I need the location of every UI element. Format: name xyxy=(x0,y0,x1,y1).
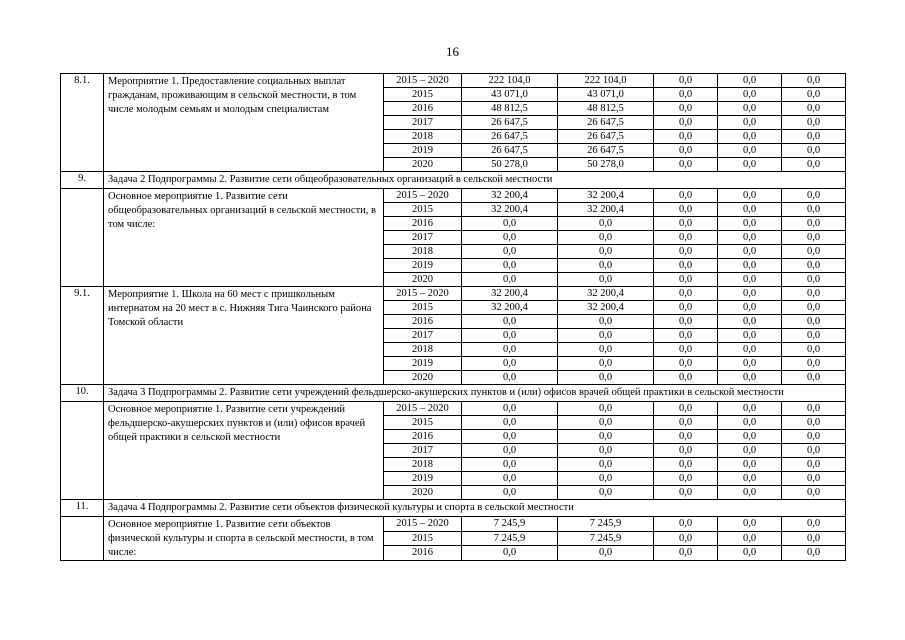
federal-cell: 0,0 xyxy=(558,343,654,357)
regional-cell: 0,0 xyxy=(654,189,718,203)
regional-cell: 0,0 xyxy=(654,430,718,444)
other-cell: 0,0 xyxy=(782,144,846,158)
local-cell: 0,0 xyxy=(718,402,782,416)
regional-cell: 0,0 xyxy=(654,158,718,172)
regional-cell: 0,0 xyxy=(654,444,718,458)
federal-cell: 0,0 xyxy=(558,357,654,371)
federal-cell: 32 200,4 xyxy=(558,189,654,203)
regional-cell: 0,0 xyxy=(654,371,718,385)
task-row xyxy=(61,172,846,189)
other-cell: 0,0 xyxy=(782,430,846,444)
other-cell: 0,0 xyxy=(782,287,846,301)
total-cell: 0,0 xyxy=(462,444,558,458)
other-cell: 0,0 xyxy=(782,343,846,357)
total-cell: 0,0 xyxy=(462,357,558,371)
period-cell: 2015 xyxy=(384,301,462,315)
local-cell: 0,0 xyxy=(718,259,782,273)
regional-cell: 0,0 xyxy=(654,315,718,329)
period-cell: 2015 xyxy=(384,531,462,546)
federal-cell: 32 200,4 xyxy=(558,301,654,315)
federal-cell: 0,0 xyxy=(558,458,654,472)
regional-cell: 0,0 xyxy=(654,102,718,116)
total-cell: 0,0 xyxy=(462,371,558,385)
local-cell: 0,0 xyxy=(718,315,782,329)
other-cell: 0,0 xyxy=(782,315,846,329)
other-cell: 0,0 xyxy=(782,458,846,472)
federal-cell: 50 278,0 xyxy=(558,158,654,172)
other-cell: 0,0 xyxy=(782,102,846,116)
period-cell: 2016 xyxy=(384,430,462,444)
other-cell: 0,0 xyxy=(782,546,846,561)
local-cell: 0,0 xyxy=(718,158,782,172)
local-cell: 0,0 xyxy=(718,88,782,102)
federal-cell: 26 647,5 xyxy=(558,144,654,158)
local-cell: 0,0 xyxy=(718,416,782,430)
period-cell: 2017 xyxy=(384,116,462,130)
local-cell: 0,0 xyxy=(718,273,782,287)
budget-table xyxy=(60,73,846,561)
table-row xyxy=(61,287,846,301)
federal-cell: 0,0 xyxy=(558,371,654,385)
federal-cell: 0,0 xyxy=(558,259,654,273)
total-cell: 0,0 xyxy=(462,402,558,416)
federal-cell: 0,0 xyxy=(558,430,654,444)
other-cell: 0,0 xyxy=(782,231,846,245)
federal-cell: 0,0 xyxy=(558,546,654,561)
other-cell: 0,0 xyxy=(782,273,846,287)
federal-cell: 0,0 xyxy=(558,231,654,245)
other-cell: 0,0 xyxy=(782,301,846,315)
local-cell: 0,0 xyxy=(718,301,782,315)
other-cell: 0,0 xyxy=(782,357,846,371)
row-number xyxy=(61,189,104,287)
regional-cell: 0,0 xyxy=(654,116,718,130)
regional-cell: 0,0 xyxy=(654,531,718,546)
period-cell: 2016 xyxy=(384,102,462,116)
activity-description: Мероприятие 1. Школа на 60 мест с пришкольным интернатом на 20 мест в с. Нижняя Тига Чаинского района Томской области xyxy=(104,287,384,385)
local-cell: 0,0 xyxy=(718,531,782,546)
row-number: 10. xyxy=(61,385,104,402)
regional-cell: 0,0 xyxy=(654,74,718,88)
total-cell: 0,0 xyxy=(462,217,558,231)
total-cell: 0,0 xyxy=(462,486,558,500)
row-number xyxy=(61,517,104,561)
other-cell: 0,0 xyxy=(782,472,846,486)
local-cell: 0,0 xyxy=(718,517,782,532)
regional-cell: 0,0 xyxy=(654,259,718,273)
other-cell: 0,0 xyxy=(782,371,846,385)
regional-cell: 0,0 xyxy=(654,287,718,301)
regional-cell: 0,0 xyxy=(654,402,718,416)
other-cell: 0,0 xyxy=(782,130,846,144)
period-cell: 2015 – 2020 xyxy=(384,402,462,416)
total-cell: 0,0 xyxy=(462,546,558,561)
period-cell: 2017 xyxy=(384,444,462,458)
federal-cell: 0,0 xyxy=(558,245,654,259)
activity-description: Мероприятие 1. Предоставление социальных выплат гражданам, проживающим в сельской местности, в том числе молодым семьям и молодым специалистам xyxy=(104,74,384,172)
activity-description: Основное мероприятие 1. Развитие сети общеобразовательных организаций в сельской местности, в том числе: xyxy=(104,189,384,287)
federal-cell: 0,0 xyxy=(558,273,654,287)
other-cell: 0,0 xyxy=(782,329,846,343)
period-cell: 2015 – 2020 xyxy=(384,287,462,301)
total-cell: 0,0 xyxy=(462,472,558,486)
total-cell: 26 647,5 xyxy=(462,130,558,144)
total-cell: 0,0 xyxy=(462,458,558,472)
activity-description: Основное мероприятие 1. Развитие сети объектов физической культуры и спорта в сельской местности, в том числе: xyxy=(104,517,384,561)
other-cell: 0,0 xyxy=(782,217,846,231)
other-cell: 0,0 xyxy=(782,259,846,273)
period-cell: 2019 xyxy=(384,144,462,158)
task-title: Задача 3 Подпрограммы 2. Развитие сети учреждений фельдшерско-акушерских пунктов и (или) офисов врачей общей практики в сельской местности xyxy=(104,385,846,402)
period-cell: 2015 xyxy=(384,203,462,217)
period-cell: 2018 xyxy=(384,245,462,259)
period-cell: 2019 xyxy=(384,472,462,486)
local-cell: 0,0 xyxy=(718,203,782,217)
row-number xyxy=(61,402,104,500)
other-cell: 0,0 xyxy=(782,486,846,500)
other-cell: 0,0 xyxy=(782,88,846,102)
local-cell: 0,0 xyxy=(718,144,782,158)
local-cell: 0,0 xyxy=(718,217,782,231)
local-cell: 0,0 xyxy=(718,130,782,144)
federal-cell: 0,0 xyxy=(558,444,654,458)
regional-cell: 0,0 xyxy=(654,546,718,561)
federal-cell: 26 647,5 xyxy=(558,130,654,144)
total-cell: 0,0 xyxy=(462,245,558,259)
task-title: Задача 2 Подпрограммы 2. Развитие сети общеобразовательных организаций в сельской местности xyxy=(104,172,846,189)
federal-cell: 48 812,5 xyxy=(558,102,654,116)
table-row xyxy=(61,189,846,203)
local-cell: 0,0 xyxy=(718,371,782,385)
local-cell: 0,0 xyxy=(718,444,782,458)
local-cell: 0,0 xyxy=(718,486,782,500)
other-cell: 0,0 xyxy=(782,444,846,458)
task-title: Задача 4 Подпрограммы 2. Развитие сети объектов физической культуры и спорта в сельской местности xyxy=(104,500,846,517)
total-cell: 0,0 xyxy=(462,273,558,287)
local-cell: 0,0 xyxy=(718,546,782,561)
period-cell: 2019 xyxy=(384,357,462,371)
federal-cell: 0,0 xyxy=(558,315,654,329)
regional-cell: 0,0 xyxy=(654,416,718,430)
local-cell: 0,0 xyxy=(718,430,782,444)
period-cell: 2015 xyxy=(384,416,462,430)
total-cell: 26 647,5 xyxy=(462,144,558,158)
regional-cell: 0,0 xyxy=(654,88,718,102)
federal-cell: 0,0 xyxy=(558,217,654,231)
regional-cell: 0,0 xyxy=(654,343,718,357)
total-cell: 0,0 xyxy=(462,430,558,444)
period-cell: 2020 xyxy=(384,371,462,385)
total-cell: 43 071,0 xyxy=(462,88,558,102)
total-cell: 32 200,4 xyxy=(462,189,558,203)
regional-cell: 0,0 xyxy=(654,329,718,343)
local-cell: 0,0 xyxy=(718,74,782,88)
other-cell: 0,0 xyxy=(782,158,846,172)
federal-cell: 222 104,0 xyxy=(558,74,654,88)
federal-cell: 0,0 xyxy=(558,402,654,416)
activity-description: Основное мероприятие 1. Развитие сети учреждений фельдшерско-акушерских пунктов и (или) офисов врачей общей практики в сельской местности xyxy=(104,402,384,500)
other-cell: 0,0 xyxy=(782,517,846,532)
period-cell: 2020 xyxy=(384,273,462,287)
total-cell: 7 245,9 xyxy=(462,517,558,532)
federal-cell: 0,0 xyxy=(558,472,654,486)
other-cell: 0,0 xyxy=(782,416,846,430)
total-cell: 0,0 xyxy=(462,259,558,273)
period-cell: 2020 xyxy=(384,158,462,172)
page-number: 16 xyxy=(446,44,459,59)
total-cell: 32 200,4 xyxy=(462,287,558,301)
local-cell: 0,0 xyxy=(718,245,782,259)
regional-cell: 0,0 xyxy=(654,486,718,500)
row-number: 11. xyxy=(61,500,104,517)
other-cell: 0,0 xyxy=(782,189,846,203)
regional-cell: 0,0 xyxy=(654,203,718,217)
period-cell: 2015 xyxy=(384,88,462,102)
local-cell: 0,0 xyxy=(718,357,782,371)
other-cell: 0,0 xyxy=(782,74,846,88)
federal-cell: 0,0 xyxy=(558,486,654,500)
total-cell: 26 647,5 xyxy=(462,116,558,130)
local-cell: 0,0 xyxy=(718,287,782,301)
regional-cell: 0,0 xyxy=(654,517,718,532)
total-cell: 0,0 xyxy=(462,329,558,343)
federal-cell: 0,0 xyxy=(558,416,654,430)
period-cell: 2018 xyxy=(384,343,462,357)
regional-cell: 0,0 xyxy=(654,231,718,245)
period-cell: 2015 – 2020 xyxy=(384,517,462,532)
total-cell: 222 104,0 xyxy=(462,74,558,88)
period-cell: 2017 xyxy=(384,329,462,343)
local-cell: 0,0 xyxy=(718,458,782,472)
local-cell: 0,0 xyxy=(718,472,782,486)
row-number: 9.1. xyxy=(61,287,104,385)
period-cell: 2019 xyxy=(384,259,462,273)
period-cell: 2015 – 2020 xyxy=(384,74,462,88)
other-cell: 0,0 xyxy=(782,116,846,130)
period-cell: 2017 xyxy=(384,231,462,245)
local-cell: 0,0 xyxy=(718,329,782,343)
total-cell: 50 278,0 xyxy=(462,158,558,172)
regional-cell: 0,0 xyxy=(654,357,718,371)
federal-cell: 43 071,0 xyxy=(558,88,654,102)
regional-cell: 0,0 xyxy=(654,458,718,472)
task-row xyxy=(61,500,846,517)
total-cell: 0,0 xyxy=(462,343,558,357)
row-number: 9. xyxy=(61,172,104,189)
period-cell: 2018 xyxy=(384,458,462,472)
federal-cell: 7 245,9 xyxy=(558,517,654,532)
total-cell: 0,0 xyxy=(462,315,558,329)
local-cell: 0,0 xyxy=(718,189,782,203)
regional-cell: 0,0 xyxy=(654,217,718,231)
total-cell: 7 245,9 xyxy=(462,531,558,546)
regional-cell: 0,0 xyxy=(654,130,718,144)
other-cell: 0,0 xyxy=(782,402,846,416)
federal-cell: 32 200,4 xyxy=(558,287,654,301)
period-cell: 2018 xyxy=(384,130,462,144)
regional-cell: 0,0 xyxy=(654,245,718,259)
other-cell: 0,0 xyxy=(782,531,846,546)
regional-cell: 0,0 xyxy=(654,472,718,486)
regional-cell: 0,0 xyxy=(654,301,718,315)
task-row xyxy=(61,385,846,402)
federal-cell: 32 200,4 xyxy=(558,203,654,217)
federal-cell: 26 647,5 xyxy=(558,116,654,130)
local-cell: 0,0 xyxy=(718,231,782,245)
period-cell: 2016 xyxy=(384,315,462,329)
other-cell: 0,0 xyxy=(782,245,846,259)
table-row xyxy=(61,74,846,88)
total-cell: 32 200,4 xyxy=(462,203,558,217)
federal-cell: 0,0 xyxy=(558,329,654,343)
table-row xyxy=(61,517,846,532)
local-cell: 0,0 xyxy=(718,102,782,116)
total-cell: 0,0 xyxy=(462,416,558,430)
total-cell: 32 200,4 xyxy=(462,301,558,315)
regional-cell: 0,0 xyxy=(654,273,718,287)
total-cell: 0,0 xyxy=(462,231,558,245)
table-row xyxy=(61,402,846,416)
period-cell: 2015 – 2020 xyxy=(384,189,462,203)
local-cell: 0,0 xyxy=(718,343,782,357)
period-cell: 2020 xyxy=(384,486,462,500)
local-cell: 0,0 xyxy=(718,116,782,130)
row-number: 8.1. xyxy=(61,74,104,172)
federal-cell: 7 245,9 xyxy=(558,531,654,546)
period-cell: 2016 xyxy=(384,546,462,561)
period-cell: 2016 xyxy=(384,217,462,231)
total-cell: 48 812,5 xyxy=(462,102,558,116)
other-cell: 0,0 xyxy=(782,203,846,217)
regional-cell: 0,0 xyxy=(654,144,718,158)
